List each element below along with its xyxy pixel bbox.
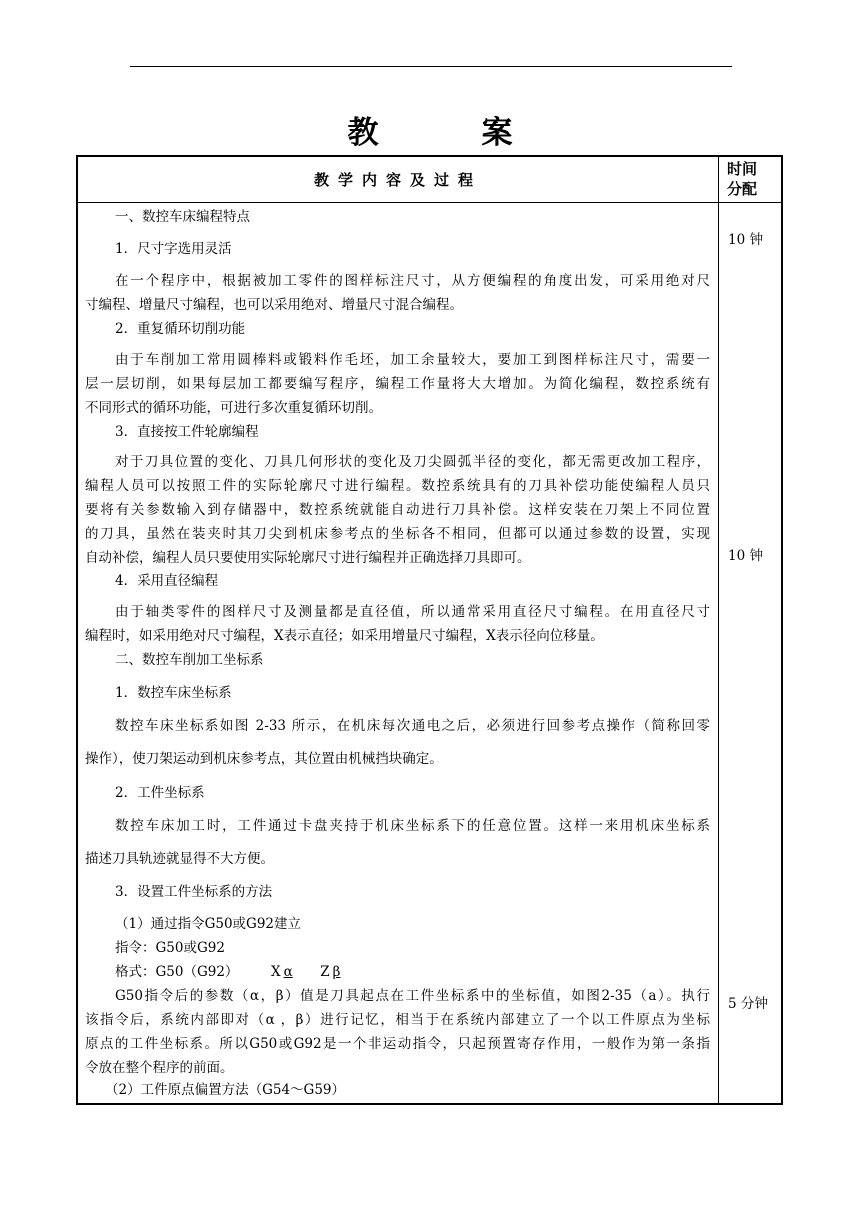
format-z: Z — [320, 964, 330, 980]
document-title: 教 案 — [347, 115, 549, 151]
paragraph-line: 的刀具，虽然在装夹时其刀尖到机床参考点的坐标各不相同，但都可以通过参数的设置，实现 — [85, 526, 710, 542]
format-alpha: α — [283, 964, 293, 980]
paragraph-line: 由于轴类零件的图样尺寸及测量都是直径值，所以通常采用直径尺寸编程。在用直径尺寸 — [115, 604, 710, 620]
subsection-heading: 3．直接按工件轮廓编程 — [115, 424, 259, 440]
time-allocation: 5 分钟 — [728, 996, 768, 1012]
paragraph-line: 原点的工件坐标系。所以G50或G92是一个非运动指令，只起预置寄存作用，一般作为第一条指 — [85, 1036, 710, 1052]
paragraph-line: 要将有关参数输入到存储器中，数控系统就能自动进行刀具补偿。这样安装在刀架上不同位置 — [85, 502, 710, 518]
paragraph-line: 寸编程、增量尺寸编程，也可以采用绝对、增量尺寸混合编程。 — [85, 297, 463, 313]
subsection-heading: 2．重复循环切削功能 — [115, 321, 246, 337]
paragraph-line: 层一层切削，如果每层加工都要编写程序，编程工作量将大大增加。为简化编程，数控系统有 — [85, 376, 710, 392]
subsection-heading: 2．工件坐标系 — [115, 785, 205, 801]
subsection-heading: 1．尺寸字选用灵活 — [115, 241, 232, 257]
paragraph-line: 在一个程序中，根据被加工零件的图样标注尺寸，从方便编程的角度出发，可采用绝对尺 — [115, 273, 710, 289]
format-label: 格式：G50（G92） — [115, 964, 239, 980]
method-heading: （2）工件原点偏置方法（G54～G59） — [105, 1082, 346, 1098]
paragraph-line: 数控车床加工时，工件通过卡盘夹持于机床坐标系下的任意位置。这样一来用机床坐标系 — [115, 818, 710, 834]
format-beta: β — [332, 964, 341, 980]
method-heading: （1）通过指令G50或G92建立 — [115, 916, 302, 932]
paragraph-line: 由于车削加工常用圆棒料或锻料作毛坯，加工余量较大，要加工到图样标注尺寸，需要一 — [115, 352, 710, 368]
time-allocation: 10 钟 — [728, 548, 763, 564]
time-header-line1: 时间 — [727, 160, 758, 178]
format-line — [115, 962, 710, 982]
paragraph-line: 描述刀具轨迹就显得不大方便。 — [85, 851, 274, 867]
subsection-heading: 4．采用直径编程 — [115, 573, 219, 589]
paragraph-line: 自动补偿，编程人员只要使用实际轮廓尺寸进行编程并正确选择刀具即可。 — [85, 550, 531, 566]
paragraph-line: 数控车床坐标系如图 2-33 所示，在机床每次通电之后，必须进行回参考点操作（简称回零 — [115, 718, 710, 734]
content-column-header: 教学内容及过程 — [313, 171, 482, 189]
time-header-line2: 分配 — [727, 180, 758, 198]
format-x: X — [271, 964, 281, 980]
subsection-heading: 1．数控车床坐标系 — [115, 685, 232, 701]
paragraph-line: 编程人员可以按照工件的实际轮廓尺寸进行编程。数控系统具有的刀具补偿功能使编程人员只 — [85, 478, 710, 494]
paragraph-line: G50指令后的参数（α，β）值是刀具起点在工件坐标系中的坐标值，如图2-35（a）。执行 — [115, 988, 710, 1004]
paragraph-line: 操作），使刀架运动到机床参考点，其位置由机械挡块确定。 — [85, 751, 443, 767]
section-heading: 二、数控车削加工坐标系 — [115, 652, 264, 668]
time-allocation: 10 钟 — [728, 232, 763, 248]
command-line: 指令：G50或G92 — [115, 940, 225, 956]
subsection-heading: 3．设置工件坐标系的方法 — [115, 884, 273, 900]
paragraph-line: 编程时，如采用绝对尺寸编程，X表示直径；如采用增量尺寸编程，X表示径向位移量。 — [85, 628, 604, 644]
paragraph-line: 不同形式的循环功能，可进行多次重复循环切削。 — [85, 400, 382, 416]
paragraph-line: 该指令后，系统内部即对（α ，β）进行记忆，相当于在系统内部建立了一个以工件原点为坐标 — [85, 1012, 710, 1028]
paragraph-line: 令放在整个程序的前面。 — [85, 1060, 234, 1076]
section-heading: 一、数控车床编程特点 — [115, 209, 250, 225]
paragraph-line: 对于刀具位置的变化、刀具几何形状的变化及刀尖圆弧半径的变化，都无需更改加工程序， — [115, 454, 710, 470]
